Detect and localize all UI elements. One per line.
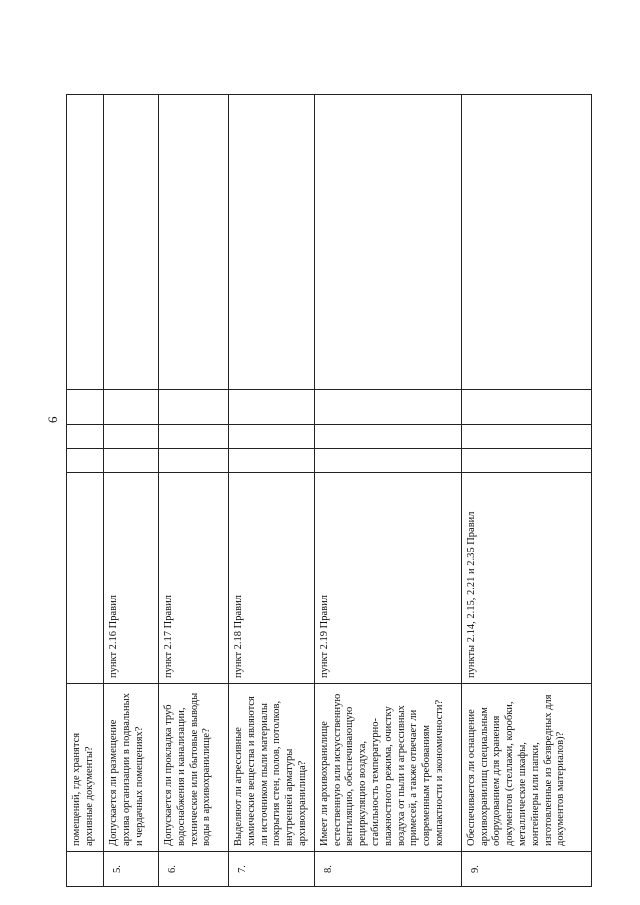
answer-yes-cell: [314, 449, 461, 473]
row-number-cell: 6.: [159, 852, 229, 887]
answer-no-cell: [461, 425, 591, 449]
table-row: [67, 95, 104, 887]
table-row: [461, 95, 591, 887]
question-cell: Выделяют ли агрессивные химические вещества и являются ли источником пыли материалы покрытия стен, полов, потолков, внутренней арматуры архивохранилища?: [229, 684, 315, 852]
legal-basis-cell: пункт 2.16 Правил: [104, 473, 159, 684]
legal-basis-cell: пункты 2.14, 2.15, 2.21 и 2.35 Правил: [461, 473, 591, 684]
table-row: [104, 95, 159, 887]
legal-basis-cell: пункт 2.18 Правил: [229, 473, 315, 684]
not-applicable-cell: [229, 390, 315, 425]
question-cell: Обеспечивается ли оснащение архивохранилищ специальным оборудованием для хранения документов (стеллажи, коробки, металлические шкафы, контейнеры или папки, изготовленные из безвредных для документов материалов)?: [461, 684, 591, 852]
comment-cell: [159, 95, 229, 390]
answer-yes-cell: [159, 449, 229, 473]
question-cell: Имеет ли архивохранилище естественную или искусственную вентиляцию, обеспечивающую рециркуляцию воздуха, стабильность температурно-влажностного режима, очистку воздуха от пыли и агрессивных примесей, а также отвечает ли современным требованиям компактности и экономичности?: [314, 684, 461, 852]
comment-cell: [229, 95, 315, 390]
legal-basis-cell: пункт 2.17 Правил: [159, 473, 229, 684]
row-number-cell: 8.: [314, 852, 461, 887]
table-row: [159, 95, 229, 887]
comment-cell: [67, 95, 104, 390]
answer-yes-cell: [461, 449, 591, 473]
question-cell: помещений, где хранятся архивные документы?: [67, 684, 104, 852]
page-number: 6: [45, 416, 60, 424]
legal-basis-cell: пункт 2.19 Правил: [314, 473, 461, 684]
not-applicable-cell: [67, 390, 104, 425]
answer-no-cell: [67, 425, 104, 449]
legal-basis-cell: [67, 473, 104, 684]
row-number-cell: 9.: [461, 852, 591, 887]
comment-cell: [461, 95, 591, 390]
answer-no-cell: [229, 425, 315, 449]
table-row: [229, 95, 315, 887]
not-applicable-cell: [461, 390, 591, 425]
checklist-table: [66, 94, 592, 887]
answer-yes-cell: [67, 449, 104, 473]
not-applicable-cell: [314, 390, 461, 425]
answer-no-cell: [159, 425, 229, 449]
comment-cell: [104, 95, 159, 390]
answer-no-cell: [314, 425, 461, 449]
row-number-cell: 7.: [229, 852, 315, 887]
not-applicable-cell: [159, 390, 229, 425]
row-number-cell: [67, 852, 104, 887]
comment-cell: [314, 95, 461, 390]
checklist-table-area: [66, 95, 589, 887]
question-cell: Допускается ли размещение архива организации в подвальных и чердачных помещениях?: [104, 684, 159, 852]
answer-no-cell: [104, 425, 159, 449]
question-cell: Допускается ли прокладка труб водоснабжения и канализации, технические или бытовые выводы воды в архивохранилище?: [159, 684, 229, 852]
row-number-cell: 5.: [104, 852, 159, 887]
answer-yes-cell: [229, 449, 315, 473]
answer-yes-cell: [104, 449, 159, 473]
not-applicable-cell: [104, 390, 159, 425]
table-row: [314, 95, 461, 887]
